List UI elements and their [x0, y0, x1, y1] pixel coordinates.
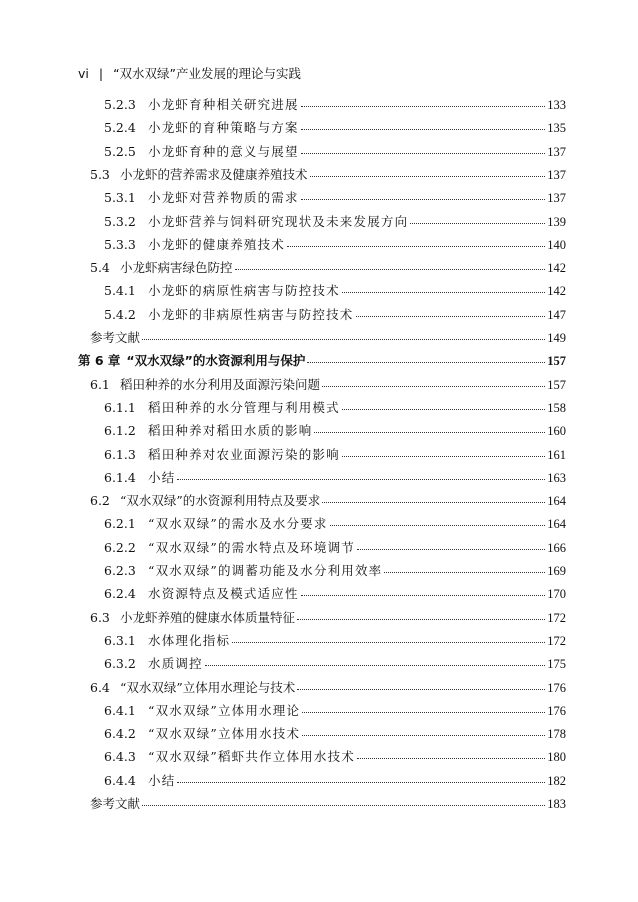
- dot-leader: [301, 198, 546, 200]
- dot-leader: [342, 455, 545, 457]
- dot-leader: [384, 571, 545, 573]
- toc-entry[interactable]: [104, 724, 566, 744]
- toc-entry-page: 175: [547, 657, 566, 672]
- dot-leader: [142, 338, 545, 340]
- toc-entry-page: 176: [547, 680, 566, 695]
- toc-entry-page: 149: [547, 331, 566, 345]
- toc-entry-number: 5.2.3: [104, 97, 136, 112]
- toc-entry-page: 183: [547, 797, 566, 811]
- toc-entry-title: 小龙虾病害绿色防控: [120, 260, 233, 276]
- toc-entry-number: 5.4.2: [104, 306, 136, 322]
- toc-entry[interactable]: [104, 118, 566, 138]
- toc-entry[interactable]: [90, 328, 566, 348]
- toc-entry-title: 小龙虾育种相关研究进展: [148, 97, 299, 112]
- toc-entry-page: 169: [547, 564, 566, 578]
- toc-entry-number: 6.4.2: [104, 726, 136, 742]
- toc-entry-page: 161: [547, 447, 566, 462]
- toc-entry-number: 6.1.3: [104, 446, 136, 462]
- toc-entry-page: 172: [547, 610, 566, 625]
- toc-entry-title: 小龙虾营养与饲料研究现状及未来发展方向: [148, 213, 409, 229]
- toc-entry-title: 小龙虾养殖的健康水体质量特征: [120, 609, 296, 625]
- dot-leader: [177, 781, 545, 783]
- toc-entry-number: 6.3.1: [104, 632, 136, 648]
- toc-entry[interactable]: [104, 631, 566, 651]
- toc-entry-number: 6.3: [90, 609, 110, 625]
- toc-entry[interactable]: [104, 538, 566, 558]
- toc-entry-page: 135: [547, 121, 566, 136]
- toc-entry-page: 158: [547, 400, 566, 415]
- dot-leader: [307, 361, 545, 363]
- toc-entry-title: 小结: [148, 469, 176, 485]
- toc-entry[interactable]: [90, 375, 566, 395]
- toc-entry[interactable]: [104, 514, 566, 534]
- toc-entry-page: 163: [547, 470, 566, 485]
- toc-entry-number: 第 6 章: [78, 353, 121, 369]
- toc-entry[interactable]: [90, 678, 566, 698]
- toc-entry[interactable]: [104, 235, 566, 255]
- toc-entry-page: 142: [547, 284, 566, 299]
- toc-entry-title: “双水双绿”的需水特点及环境调节: [148, 539, 355, 555]
- toc-entry[interactable]: [104, 747, 566, 767]
- toc-entry-title: 小龙虾对营养物质的需求: [148, 190, 299, 206]
- toc-entry-title: 小龙虾的育种策略与方案: [148, 120, 299, 136]
- toc-entry-title: 小龙虾育种的意义与展望: [148, 143, 299, 159]
- dot-leader: [297, 618, 545, 620]
- toc-entry[interactable]: [90, 608, 566, 628]
- toc-entry-title: 水体理化指标: [148, 632, 231, 648]
- toc-entry[interactable]: [90, 491, 566, 511]
- toc-entry-title: 小龙虾的营养需求及健康养殖技术: [120, 166, 308, 182]
- toc-entry-page: 157: [547, 354, 566, 369]
- dot-leader: [342, 291, 545, 293]
- toc-entry-page: 164: [547, 517, 566, 532]
- toc-entry-number: 6.4.4: [104, 772, 136, 788]
- toc-entry-number: 5.3.2: [104, 213, 136, 229]
- toc-entry-title: “双水双绿”的调蓄功能及水分利用效率: [148, 563, 383, 578]
- toc-entry[interactable]: [104, 468, 566, 488]
- toc-entry-page: 180: [547, 750, 566, 765]
- dot-leader: [232, 641, 545, 643]
- toc-entry-title: 小龙虾的病原性病害与防控技术: [148, 283, 340, 299]
- toc-entry-number: 6.2.2: [104, 539, 136, 555]
- toc-entry-page: 140: [547, 237, 566, 252]
- dot-leader: [310, 175, 546, 177]
- toc-entry-number: 6.2.3: [104, 563, 136, 578]
- toc-entry-page: 137: [547, 167, 566, 182]
- book-title: “双水双绿”产业发展的理论与实践: [113, 66, 302, 81]
- toc-entry-number: 5.2.4: [104, 120, 136, 136]
- dot-leader: [357, 548, 545, 550]
- toc-entry-number: 6.4.3: [104, 749, 136, 765]
- toc-entry-page: 166: [547, 540, 566, 555]
- toc-entry[interactable]: [104, 701, 566, 721]
- toc-entry[interactable]: [104, 654, 566, 674]
- dot-leader: [235, 268, 546, 270]
- toc-entry-number: 5.3.3: [104, 236, 136, 252]
- toc-entry-title: 小结: [148, 772, 176, 788]
- toc-entry-page: 176: [547, 703, 566, 718]
- dot-leader: [302, 711, 545, 713]
- toc-entry-number: 6.4: [90, 679, 110, 695]
- dot-leader: [177, 478, 545, 480]
- toc-entry[interactable]: [104, 561, 566, 581]
- toc-entry[interactable]: [104, 142, 566, 162]
- toc-entry[interactable]: [90, 794, 566, 814]
- toc-entry-title: “双水双绿”立体用水技术: [148, 726, 301, 742]
- toc-entry[interactable]: [104, 445, 566, 465]
- toc-entry-title: “双水双绿”立体用水理论: [148, 702, 301, 718]
- toc-entry[interactable]: [104, 584, 566, 604]
- dot-leader: [342, 408, 545, 410]
- toc-entry-number: 6.2.1: [104, 516, 136, 532]
- toc-entry-page: 139: [547, 214, 566, 229]
- toc-entry-page: 142: [547, 261, 566, 276]
- toc-entry-number: 5.4: [90, 260, 110, 276]
- toc-entry-number: 6.1.2: [104, 423, 136, 439]
- toc-entry-page: 137: [547, 191, 566, 206]
- toc-entry-title: 水资源特点及模式适应性: [148, 586, 299, 602]
- toc-entry-number: 6.2.4: [104, 586, 136, 602]
- toc-entry[interactable]: [104, 95, 566, 115]
- dot-leader: [330, 524, 546, 526]
- toc-entry-page: 147: [547, 307, 566, 322]
- toc-entry-title: 稻田种养的水分管理与利用模式: [148, 399, 340, 415]
- dot-leader: [301, 105, 546, 107]
- dot-leader: [322, 501, 545, 503]
- dot-leader: [322, 385, 545, 387]
- dot-leader: [410, 222, 545, 224]
- toc-entry-title: “双水双绿”的水资源利用与保护: [126, 353, 306, 369]
- toc-entry-number: 6.2: [90, 493, 110, 509]
- dot-leader: [287, 245, 545, 247]
- toc-entry-number: 5.3: [90, 166, 110, 182]
- toc-entry-page: 178: [547, 727, 566, 742]
- toc-entry[interactable]: [104, 771, 566, 791]
- header-separator: |: [98, 66, 104, 81]
- toc-entry-page: 182: [547, 773, 566, 788]
- toc-entry-page: 137: [547, 144, 566, 159]
- toc-entry-title: 稻田种养对农业面源污染的影响: [148, 446, 340, 462]
- toc-entry-title: 稻田种养的水分利用及面源污染问题: [120, 376, 321, 392]
- toc-entry[interactable]: [90, 165, 566, 185]
- dot-leader: [301, 594, 546, 596]
- dot-leader: [297, 688, 545, 690]
- toc-entry-number: 5.4.1: [104, 283, 136, 299]
- dot-leader: [357, 757, 545, 759]
- toc-entry[interactable]: [104, 281, 566, 301]
- toc-entry[interactable]: [104, 421, 566, 441]
- toc-entry-title: “双水双绿”的需水及水分要求: [148, 516, 328, 532]
- toc-entry-page: 157: [547, 377, 566, 392]
- toc-entry-page: 170: [547, 587, 566, 602]
- toc-entry-title: “双水双绿”立体用水理论与技术: [120, 679, 296, 695]
- toc-entry-number: 6.1.4: [104, 469, 136, 485]
- dot-leader: [356, 315, 546, 317]
- toc-entry-number: 6.1.1: [104, 399, 136, 415]
- toc-entry-page: 160: [547, 424, 566, 439]
- toc-entry[interactable]: [90, 258, 566, 278]
- toc-entry-page: 164: [547, 494, 566, 509]
- toc-entry[interactable]: [104, 398, 566, 418]
- toc-entry[interactable]: [104, 188, 566, 208]
- toc-entry-title: “双水双绿”的水资源利用特点及要求: [120, 493, 321, 509]
- toc-entry-number: 6.3.2: [104, 656, 136, 672]
- toc-entry-number: 6.1: [90, 376, 110, 392]
- dot-leader: [205, 664, 545, 666]
- dot-leader: [301, 128, 546, 130]
- dot-leader: [142, 804, 545, 806]
- toc-entry-number: 5.3.1: [104, 190, 136, 206]
- toc-entry-page: 133: [547, 98, 566, 112]
- toc-entry-title: 水质调控: [148, 656, 203, 672]
- toc-entry-title: 小龙虾的非病原性病害与防控技术: [148, 306, 354, 322]
- dot-leader: [302, 734, 545, 736]
- toc-entry-title: 小龙虾的健康养殖技术: [148, 236, 286, 252]
- toc-entry-number: 6.4.1: [104, 702, 136, 718]
- dot-leader: [301, 152, 546, 154]
- toc-entry[interactable]: [78, 351, 566, 371]
- toc-entry-title: 参考文献: [90, 796, 141, 811]
- toc-entry-title: 稻田种养对稻田水质的影响: [148, 423, 313, 439]
- toc-entry-page: 172: [547, 633, 566, 648]
- toc-entry[interactable]: [104, 212, 566, 232]
- toc-entry[interactable]: [104, 305, 566, 325]
- dot-leader: [314, 431, 545, 433]
- toc-entry-title: “双水双绿”稻虾共作立体用水技术: [148, 749, 355, 765]
- page-number-roman: vi: [78, 66, 89, 81]
- toc-entry-title: 参考文献: [90, 330, 141, 345]
- running-header: [78, 64, 301, 82]
- toc-entry-number: 5.2.5: [104, 143, 136, 159]
